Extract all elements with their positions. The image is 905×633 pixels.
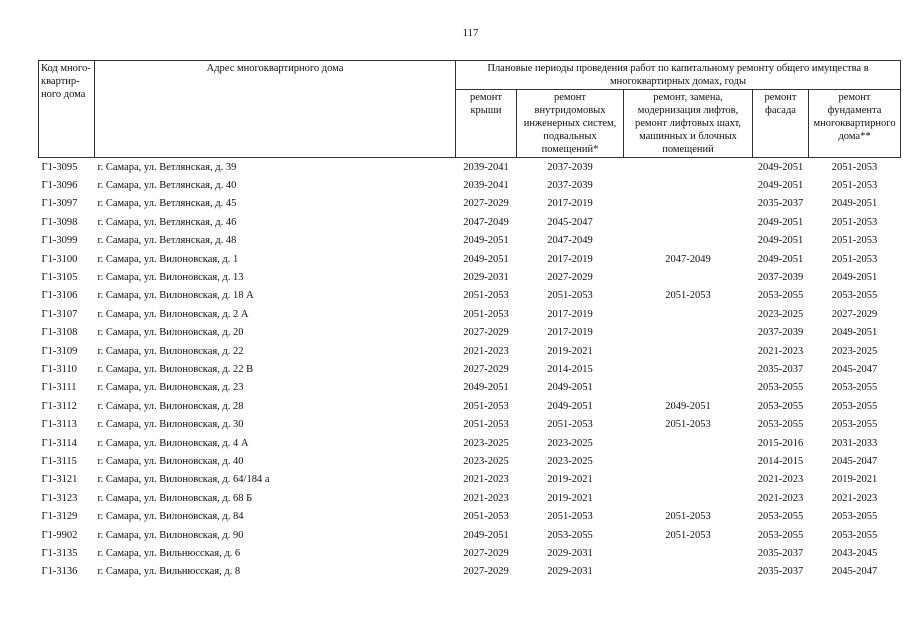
cell-systems: 2049-2051 xyxy=(547,382,593,394)
header-periods: Плановые периоды проведения работ по капитальному ремонту общего имущества в многоквартирных домах, годы xyxy=(456,61,901,90)
cell-systems: 2017-2019 xyxy=(547,327,593,339)
cell-address: г. Самара, ул. Вильнюсская, д. 6 xyxy=(97,547,241,559)
cell-address: г. Самара, ул. Вилоновская, д. 23 xyxy=(97,382,244,394)
cell-facade: 2037-2039 xyxy=(757,327,804,339)
cell-facade: 2035-2037 xyxy=(757,198,804,210)
table-row xyxy=(39,434,901,452)
table-row xyxy=(39,379,901,397)
cell-facade: 2021-2023 xyxy=(757,474,804,486)
cell-foundation: 2051-2053 xyxy=(831,216,878,228)
cell-address: г. Самара, ул. Вилоновская, д. 40 xyxy=(97,455,244,467)
cell-address: г. Самара, ул. Вилоновская, д. 4 А xyxy=(97,437,249,449)
capital-repair-table xyxy=(38,60,901,581)
cell-foundation: 2023-2025 xyxy=(831,345,878,357)
cell-lifts xyxy=(624,232,753,250)
header-facade: ремонт фасада xyxy=(753,90,809,158)
table-row xyxy=(39,195,901,213)
cell-facade: 2049-2051 xyxy=(757,253,804,265)
cell-systems: 2037-2039 xyxy=(547,180,593,192)
cell-address: г. Самара, ул. Вилоновская, д. 64/184 а xyxy=(97,474,270,486)
cell-lifts xyxy=(624,342,753,360)
header-code: Код много-квартир-ного дома xyxy=(39,61,95,158)
cell-foundation: 2031-2033 xyxy=(831,437,878,449)
table-row xyxy=(39,268,901,286)
cell-systems: 2023-2025 xyxy=(547,437,593,449)
cell-roof: 2027-2029 xyxy=(463,327,509,339)
table-row xyxy=(39,250,901,268)
table-row xyxy=(39,507,901,525)
header-lifts: ремонт, замена, модернизация лифтов, ремонт лифтовых шахт, машинных и блочных помещений xyxy=(624,90,753,158)
cell-address: г. Самара, ул. Вилоновская, д. 28 xyxy=(97,400,244,412)
cell-foundation: 2045-2047 xyxy=(831,455,878,467)
table-row xyxy=(39,287,901,305)
cell-code: Г1-3099 xyxy=(41,235,78,247)
cell-roof: 2051-2053 xyxy=(463,511,509,523)
cell-roof: 2051-2053 xyxy=(463,290,509,302)
cell-lifts xyxy=(624,434,753,452)
table-row xyxy=(39,324,901,342)
cell-address: г. Самара, ул. Вилоновская, д. 90 xyxy=(97,529,244,541)
table-row xyxy=(39,176,901,194)
cell-systems: 2049-2051 xyxy=(547,400,593,412)
cell-foundation: 2049-2051 xyxy=(831,198,878,210)
cell-code: Г1-3098 xyxy=(41,216,78,228)
cell-systems: 2023-2025 xyxy=(547,455,593,467)
cell-facade: 2053-2055 xyxy=(757,290,804,302)
cell-code: Г1-3109 xyxy=(41,345,78,357)
table-row xyxy=(39,544,901,562)
header-address: Адрес многоквартирного дома xyxy=(95,61,456,158)
cell-roof: 2039-2041 xyxy=(463,180,509,192)
cell-lifts xyxy=(624,544,753,562)
cell-roof: 2027-2029 xyxy=(463,363,509,375)
cell-facade: 2053-2055 xyxy=(757,382,804,394)
table-row xyxy=(39,305,901,323)
cell-roof: 2023-2025 xyxy=(463,437,509,449)
cell-roof: 2021-2023 xyxy=(463,474,509,486)
cell-foundation: 2045-2047 xyxy=(831,363,878,375)
cell-address: г. Самара, ул. Вилоновская, д. 84 xyxy=(97,511,244,523)
cell-facade: 2023-2025 xyxy=(757,308,804,320)
cell-systems: 2037-2039 xyxy=(547,161,593,173)
header-row-top xyxy=(39,61,901,90)
cell-code: Г1-3095 xyxy=(41,161,78,173)
cell-code: Г1-3107 xyxy=(41,308,78,320)
cell-systems: 2019-2021 xyxy=(547,492,593,504)
cell-code: Г1-3111 xyxy=(41,382,77,394)
cell-facade: 2049-2051 xyxy=(757,235,804,247)
cell-facade: 2053-2055 xyxy=(757,511,804,523)
cell-facade: 2049-2051 xyxy=(757,180,804,192)
cell-foundation: 2051-2053 xyxy=(831,161,878,173)
cell-lifts xyxy=(624,489,753,507)
cell-foundation: 2027-2029 xyxy=(831,308,878,320)
cell-lifts: 2047-2049 xyxy=(665,253,711,265)
cell-systems: 2051-2053 xyxy=(547,419,593,431)
cell-roof: 2039-2041 xyxy=(463,161,509,173)
cell-address: г. Самара, ул. Вилоновская, д. 68 Б xyxy=(97,492,253,504)
cell-foundation: 2051-2053 xyxy=(831,180,878,192)
cell-roof: 2049-2051 xyxy=(463,529,509,541)
cell-foundation: 2049-2051 xyxy=(831,272,878,284)
cell-lifts xyxy=(624,563,753,581)
cell-code: Г1-3136 xyxy=(41,566,78,578)
header-roof: ремонт крыши xyxy=(456,90,517,158)
cell-code: Г1-3097 xyxy=(41,198,78,210)
table-row xyxy=(39,452,901,470)
cell-address: г. Самара, ул. Вилоновская, д. 30 xyxy=(97,419,244,431)
cell-address: г. Самара, ул. Вилоновская, д. 18 А xyxy=(97,290,254,302)
cell-lifts xyxy=(624,158,753,177)
cell-foundation: 2053-2055 xyxy=(831,419,878,431)
cell-systems: 2027-2029 xyxy=(547,272,593,284)
cell-systems: 2019-2021 xyxy=(547,474,593,486)
cell-address: г. Самара, ул. Вилоновская, д. 22 xyxy=(97,345,244,357)
cell-code: Г1-3115 xyxy=(41,455,77,467)
cell-lifts xyxy=(624,195,753,213)
table-row xyxy=(39,563,901,581)
cell-code: Г1-3121 xyxy=(41,474,78,486)
cell-lifts: 2051-2053 xyxy=(665,511,711,523)
cell-systems: 2045-2047 xyxy=(547,216,593,228)
cell-facade: 2049-2051 xyxy=(757,216,804,228)
cell-code: Г1-3110 xyxy=(41,363,77,375)
cell-foundation: 2053-2055 xyxy=(831,400,878,412)
cell-lifts xyxy=(624,471,753,489)
table-body xyxy=(39,158,901,581)
cell-facade: 2053-2055 xyxy=(757,400,804,412)
cell-code: Г1-3114 xyxy=(41,437,77,449)
cell-address: г. Самара, ул. Вилоновская, д. 13 xyxy=(97,272,244,284)
table-row xyxy=(39,360,901,378)
table-row xyxy=(39,415,901,433)
cell-systems: 2051-2053 xyxy=(547,290,593,302)
cell-facade: 2049-2051 xyxy=(757,161,804,173)
cell-facade: 2035-2037 xyxy=(757,566,804,578)
cell-systems: 2019-2021 xyxy=(547,345,593,357)
cell-code: Г1-3129 xyxy=(41,511,78,523)
table-row xyxy=(39,213,901,231)
cell-lifts xyxy=(624,305,753,323)
cell-code: Г1-3123 xyxy=(41,492,78,504)
cell-address: г. Самара, ул. Ветлянская, д. 45 xyxy=(97,198,237,210)
cell-address: г. Самара, ул. Вилоновская, д. 1 xyxy=(97,253,239,265)
table-row xyxy=(39,397,901,415)
cell-address: г. Самара, ул. Ветлянская, д. 48 xyxy=(97,235,237,247)
cell-roof: 2049-2051 xyxy=(463,235,509,247)
cell-facade: 2015-2016 xyxy=(757,437,804,449)
cell-systems: 2051-2053 xyxy=(547,511,593,523)
cell-facade: 2021-2023 xyxy=(757,345,804,357)
cell-code: Г1-3108 xyxy=(41,327,78,339)
cell-address: г. Самара, ул. Вильнюсская, д. 8 xyxy=(97,566,241,578)
cell-foundation: 2043-2045 xyxy=(831,547,878,559)
page-number: 117 xyxy=(462,27,479,39)
cell-foundation: 2053-2055 xyxy=(831,290,878,302)
cell-foundation: 2053-2055 xyxy=(831,529,878,541)
cell-roof: 2021-2023 xyxy=(463,345,509,357)
cell-address: г. Самара, ул. Вилоновская, д. 20 xyxy=(97,327,244,339)
cell-systems: 2053-2055 xyxy=(547,529,593,541)
cell-roof: 2027-2029 xyxy=(463,547,509,559)
cell-address: г. Самара, ул. Вилоновская, д. 22 В xyxy=(97,363,254,375)
cell-roof: 2029-2031 xyxy=(463,272,509,284)
cell-roof: 2047-2049 xyxy=(463,216,509,228)
cell-facade: 2037-2039 xyxy=(757,272,804,284)
cell-lifts: 2051-2053 xyxy=(665,419,711,431)
cell-systems: 2014-2015 xyxy=(547,363,593,375)
cell-code: Г1-3135 xyxy=(41,547,78,559)
cell-foundation: 2021-2023 xyxy=(831,492,878,504)
cell-address: г. Самара, ул. Вилоновская, д. 2 А xyxy=(97,308,249,320)
cell-facade: 2053-2055 xyxy=(757,529,804,541)
table-row xyxy=(39,526,901,544)
cell-code: Г1-3096 xyxy=(41,180,78,192)
table-row xyxy=(39,489,901,507)
cell-facade: 2035-2037 xyxy=(757,363,804,375)
cell-foundation: 2051-2053 xyxy=(831,235,878,247)
cell-systems: 2017-2019 xyxy=(547,253,593,265)
cell-lifts xyxy=(624,360,753,378)
table-row xyxy=(39,342,901,360)
cell-foundation: 2053-2055 xyxy=(831,511,878,523)
cell-foundation: 2051-2053 xyxy=(831,253,878,265)
cell-foundation: 2045-2047 xyxy=(831,566,878,578)
cell-roof: 2027-2029 xyxy=(463,198,509,210)
cell-code: Г1-3106 xyxy=(41,290,78,302)
cell-roof: 2027-2029 xyxy=(463,566,509,578)
cell-lifts: 2051-2053 xyxy=(665,529,711,541)
cell-systems: 2029-2031 xyxy=(547,566,593,578)
table-row xyxy=(39,232,901,250)
cell-roof: 2051-2053 xyxy=(463,400,509,412)
cell-facade: 2053-2055 xyxy=(757,419,804,431)
cell-systems: 2047-2049 xyxy=(547,235,593,247)
table-row xyxy=(39,471,901,489)
cell-lifts xyxy=(624,213,753,231)
header-systems: ремонт внутридомовых инженерных систем, подвальных помещений* xyxy=(517,90,624,158)
cell-code: Г1-3112 xyxy=(41,400,77,412)
header-foundation: ремонт фундамента многоквартирного дома** xyxy=(809,90,901,158)
cell-lifts xyxy=(624,176,753,194)
cell-roof: 2049-2051 xyxy=(463,382,509,394)
cell-code: Г1-3105 xyxy=(41,272,78,284)
cell-systems: 2017-2019 xyxy=(547,308,593,320)
cell-foundation: 2049-2051 xyxy=(831,327,878,339)
cell-roof: 2023-2025 xyxy=(463,455,509,467)
cell-code: Г1-3100 xyxy=(41,253,78,265)
cell-address: г. Самара, ул. Ветлянская, д. 46 xyxy=(97,216,237,228)
cell-roof: 2051-2053 xyxy=(463,308,509,320)
cell-facade: 2014-2015 xyxy=(757,455,804,467)
cell-systems: 2029-2031 xyxy=(547,547,593,559)
cell-roof: 2051-2053 xyxy=(463,419,509,431)
cell-lifts xyxy=(624,324,753,342)
table-row xyxy=(39,158,901,177)
cell-roof: 2021-2023 xyxy=(463,492,509,504)
cell-address: г. Самара, ул. Ветлянская, д. 39 xyxy=(97,161,237,173)
cell-systems: 2017-2019 xyxy=(547,198,593,210)
cell-lifts xyxy=(624,268,753,286)
cell-roof: 2049-2051 xyxy=(463,253,509,265)
cell-lifts xyxy=(624,452,753,470)
cell-foundation: 2019-2021 xyxy=(831,474,878,486)
cell-code: Г1-3113 xyxy=(41,419,77,431)
cell-lifts: 2049-2051 xyxy=(665,400,711,412)
cell-lifts xyxy=(624,379,753,397)
cell-foundation: 2053-2055 xyxy=(831,382,878,394)
cell-lifts: 2051-2053 xyxy=(665,290,711,302)
cell-facade: 2021-2023 xyxy=(757,492,804,504)
cell-code: Г1-9902 xyxy=(41,529,78,541)
cell-address: г. Самара, ул. Ветлянская, д. 40 xyxy=(97,180,237,192)
cell-facade: 2035-2037 xyxy=(757,547,804,559)
